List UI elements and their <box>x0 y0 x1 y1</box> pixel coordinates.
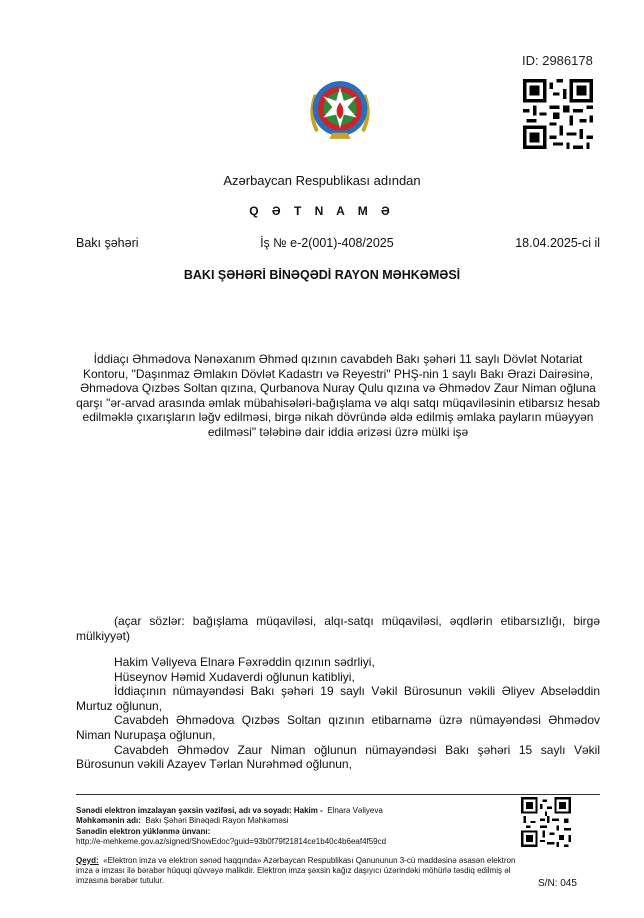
party-line: Cavabdeh Əhmədov Zaur Niman oğlunun nümayəndəsi Bakı şəhəri 15 saylı Vəkil Bürosunun vəkili Azayev Tərlan Nurəhməd oğlunun, <box>76 742 600 772</box>
signer-line <box>76 806 516 816</box>
decision-date: 18.04.2025-ci il <box>515 236 600 250</box>
case-number: İş № e-2(001)-408/2025 <box>260 236 394 250</box>
city: Bakı şəhəri <box>76 236 139 250</box>
republic-line: Azərbaycan Respublikası adından <box>223 173 421 188</box>
address-label: Sənədin elektron yüklənmə ünvanı: <box>76 826 211 836</box>
party-line: Hüseynov Həmid Xudaverdi oğlunun katibliyi, <box>114 669 355 684</box>
case-meta-row <box>76 236 600 250</box>
note-text: «Elektron imza və elektron sənəd haqqında» Azərbaycan Respublikası Qanununun 3-cü maddəsinə əsasən elektron imza ə imzası ilə bərabər hüquqi qüvvəyə malikdir. Elektron imza şəxsin kağız daşıyıcı üzərindəki möhürlə təsdiq edilmiş əl imzasına bərabər tutulur. <box>76 855 516 886</box>
signer-value: Elnarə Vəliyeva <box>327 806 383 815</box>
signer-label: Sənədi elektron imzalayan şəxsin vəzifəsi, adı və soyadı: Hakim - <box>76 806 323 815</box>
court-name: BAKI ŞƏHƏRİ BİNƏQƏDİ RAYON MƏHKƏMƏSİ <box>183 268 461 282</box>
note-label: Qeyd: <box>76 855 99 865</box>
signature-footer <box>76 806 516 887</box>
party-line: Cavabdeh Əhmədova Qızbəs Soltan qızının etibarnamə üzrə nümayəndəsi Əhmədov Niman Nurupaşa oğlunun, <box>76 713 600 742</box>
case-intro: İddiaçı Əhmədova Nənəxanım Əhməd qızının cavabdeh Bakı şəhəri 11 saylı Dövlət Notariat Kontoru, "Daşınmaz Əmlakın Dövlət Kadastrı və Reyestri" PHŞ-nin 1 saylı Bakı Ərazi Dairəsinə, Əhmədova Qızbəs Soltan qızına, Qurbanova Nuray Qulu qızına və Əhmədov Zaur Niman oğluna qarşı "ər-arvad arasında əmlak mübahisələri-bağışlama və alqı satqı müqaviləsinin etibarsız hesab edilməklə çıxarışların ləğv edilməsi, birgə nikah dövründə əldə edilmiş əmlaka payların müəyyən edilməsi" tələbinə dair iddia ərizəsi üzrə mülki işə <box>76 352 600 439</box>
qr-code-top <box>523 79 593 149</box>
party-line: Hakim Vəliyeva Elnarə Fəxrəddin qızının sədrliyi, <box>114 655 375 669</box>
serial-number: S/N: 045 <box>538 878 577 889</box>
legal-note <box>76 856 516 887</box>
parties-list <box>76 655 600 772</box>
court-line <box>76 816 516 826</box>
address-link[interactable]: http://e-mehkeme.gov.az/signed/ShowEdoc?guid=93b0f79f21814ce1b40c4b6eaf4f59cd <box>76 837 387 847</box>
party-line: İddiaçının nümayəndəsi Bakı şəhəri 19 saylı Vəkil Bürosunun vəkili Əliyev Abseləddin Murtuz oğlunun, <box>76 684 600 713</box>
state-emblem <box>302 72 378 148</box>
qr-code-bottom <box>521 797 571 847</box>
keywords: (açar sözlər: bağışlama müqaviləsi, alqı-satqı müqaviləsi, əqdlərin etibarsızlığı, birgə mülkiyyət) <box>76 614 600 643</box>
court-value: Bakı Şəhəri Binəqədi Rayon Məhkəməsi <box>145 816 289 826</box>
footer-divider <box>76 794 600 795</box>
document-id: ID: 2986178 <box>522 53 593 68</box>
court-label: Məhkəmənin adı: <box>76 816 141 826</box>
decision-title: Q Ə T N A M Ə <box>249 204 395 218</box>
